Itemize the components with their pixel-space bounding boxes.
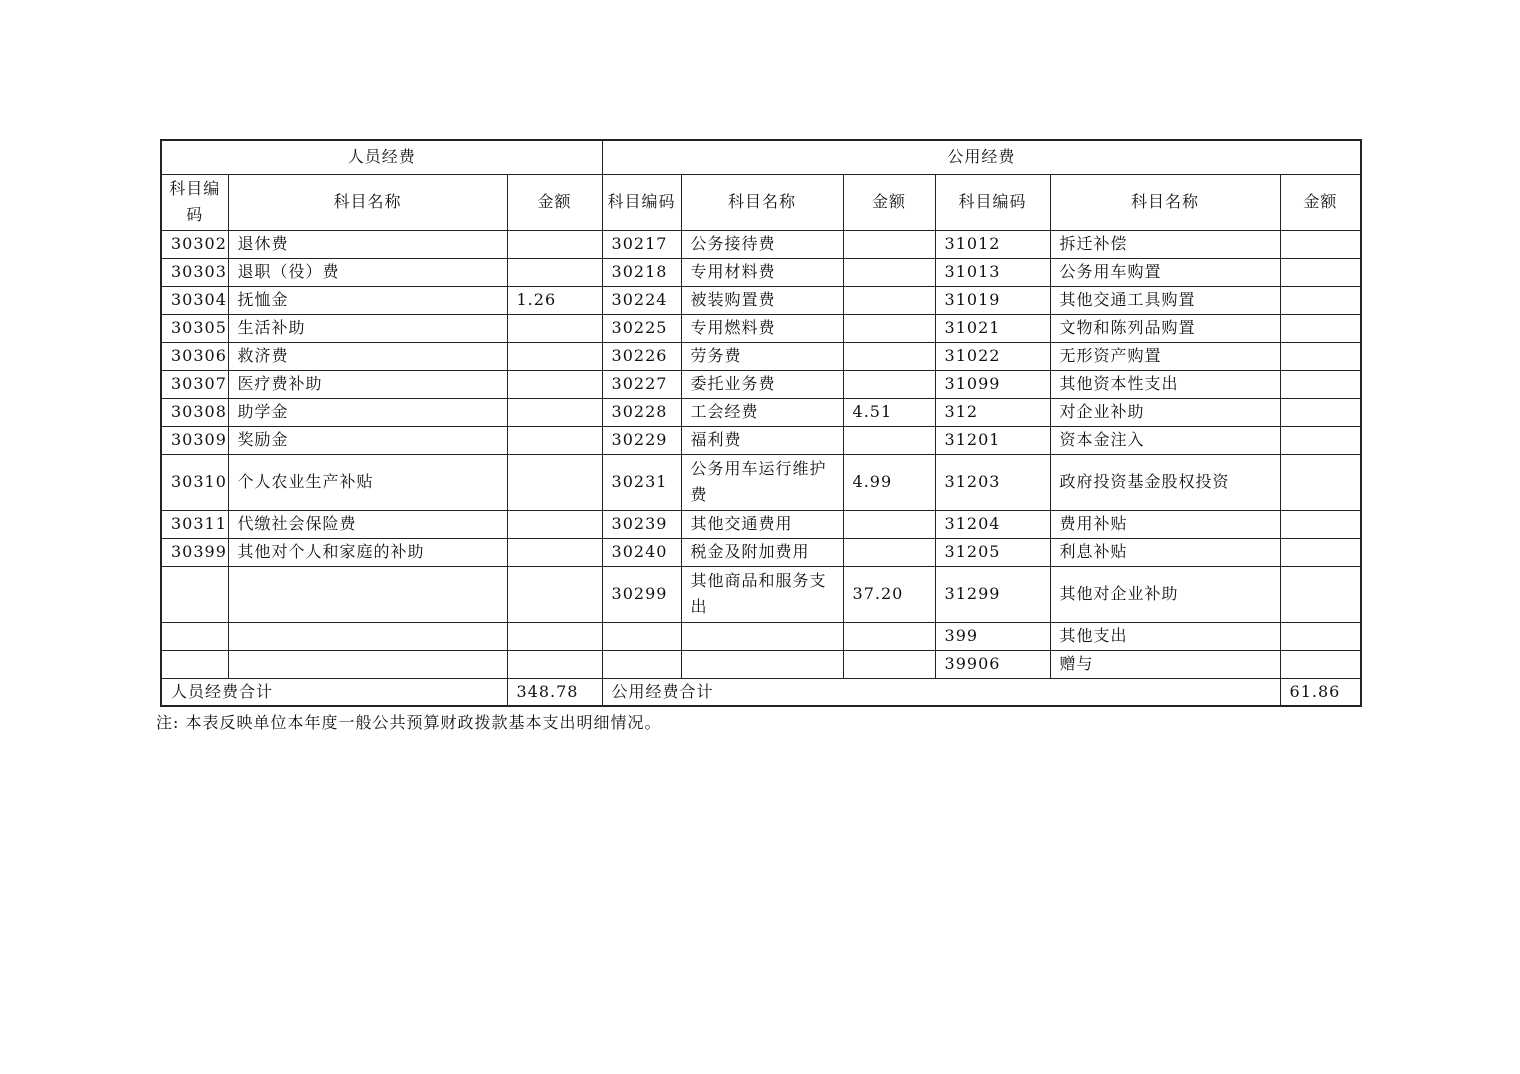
personnel-amount-cell [507, 566, 602, 622]
table-row [161, 258, 1361, 286]
public-code-cell-2: 31201 [935, 426, 1050, 454]
public-amount-cell-1 [843, 426, 935, 454]
public-amount-cell-1 [843, 342, 935, 370]
public-amount-cell-1 [843, 314, 935, 342]
personnel-amount-cell [507, 230, 602, 258]
public-code-cell-2: 399 [935, 622, 1050, 650]
budget-expenditure-table [160, 139, 1362, 707]
public-name-cell-2: 拆迁补偿 [1050, 230, 1280, 258]
public-name-cell-1 [681, 622, 843, 650]
personnel-amount-cell [507, 342, 602, 370]
personnel-name-cell: 抚恤金 [228, 286, 507, 314]
personnel-amount-cell [507, 314, 602, 342]
public-code-cell-2: 31013 [935, 258, 1050, 286]
public-total-value: 61.86 [1280, 678, 1361, 706]
public-code-cell-1 [602, 622, 681, 650]
public-amount-cell-1 [843, 286, 935, 314]
header-amount-personnel: 金额 [507, 174, 602, 230]
personnel-code-cell: 30306 [161, 342, 228, 370]
public-amount-cell-2 [1280, 314, 1361, 342]
personnel-name-cell: 退职（役）费 [228, 258, 507, 286]
personnel-amount-cell [507, 398, 602, 426]
public-code-cell-2: 31021 [935, 314, 1050, 342]
public-amount-cell-2 [1280, 258, 1361, 286]
table-row [161, 230, 1361, 258]
personnel-code-cell: 30399 [161, 538, 228, 566]
public-code-cell-1: 30218 [602, 258, 681, 286]
header-amount-public-2: 金额 [1280, 174, 1361, 230]
public-amount-cell-2 [1280, 286, 1361, 314]
public-amount-cell-1: 4.51 [843, 398, 935, 426]
public-code-cell-1: 30226 [602, 342, 681, 370]
public-code-cell-1: 30239 [602, 510, 681, 538]
public-amount-cell-2 [1280, 370, 1361, 398]
public-code-cell-1: 30224 [602, 286, 681, 314]
personnel-amount-cell [507, 510, 602, 538]
public-code-cell-2: 31204 [935, 510, 1050, 538]
public-name-cell-1: 委托业务费 [681, 370, 843, 398]
personnel-name-cell: 个人农业生产补贴 [228, 454, 507, 510]
table-row [161, 286, 1361, 314]
personnel-code-cell: 30304 [161, 286, 228, 314]
personnel-amount-cell [507, 258, 602, 286]
public-code-cell-2: 312 [935, 398, 1050, 426]
personnel-amount-cell [507, 454, 602, 510]
public-amount-cell-1: 4.99 [843, 454, 935, 510]
public-name-cell-1: 税金及附加费用 [681, 538, 843, 566]
public-code-cell-1: 30229 [602, 426, 681, 454]
personnel-amount-cell [507, 650, 602, 678]
table-row [161, 510, 1361, 538]
public-name-cell-1 [681, 650, 843, 678]
public-code-cell-1: 30231 [602, 454, 681, 510]
personnel-code-cell: 30303 [161, 258, 228, 286]
public-code-cell-1 [602, 650, 681, 678]
table-row [161, 342, 1361, 370]
table-row [161, 454, 1361, 510]
public-amount-cell-2 [1280, 230, 1361, 258]
public-name-cell-2: 对企业补助 [1050, 398, 1280, 426]
public-amount-cell-1 [843, 258, 935, 286]
public-amount-cell-1 [843, 538, 935, 566]
public-code-cell-2: 31299 [935, 566, 1050, 622]
public-code-cell-1: 30228 [602, 398, 681, 426]
public-amount-cell-2 [1280, 454, 1361, 510]
section-header-row [161, 140, 1361, 174]
personnel-name-cell: 代缴社会保险费 [228, 510, 507, 538]
public-name-cell-1: 被装购置费 [681, 286, 843, 314]
public-name-cell-2: 资本金注入 [1050, 426, 1280, 454]
column-header-row [161, 174, 1361, 230]
table-row [161, 314, 1361, 342]
public-name-cell-2: 其他交通工具购置 [1050, 286, 1280, 314]
public-amount-cell-1 [843, 230, 935, 258]
public-name-cell-2: 赠与 [1050, 650, 1280, 678]
table-row [161, 650, 1361, 678]
table-row [161, 566, 1361, 622]
public-name-cell-1: 工会经费 [681, 398, 843, 426]
personnel-code-cell [161, 566, 228, 622]
public-amount-cell-2 [1280, 622, 1361, 650]
personnel-code-cell: 30307 [161, 370, 228, 398]
personnel-code-cell [161, 650, 228, 678]
public-name-cell-2: 费用补贴 [1050, 510, 1280, 538]
header-amount-public-1: 金额 [843, 174, 935, 230]
totals-row [161, 678, 1361, 706]
public-amount-cell-1 [843, 510, 935, 538]
personnel-code-cell [161, 622, 228, 650]
personnel-name-cell [228, 566, 507, 622]
public-code-cell-2: 31205 [935, 538, 1050, 566]
public-name-cell-1: 其他交通费用 [681, 510, 843, 538]
personnel-code-cell: 30311 [161, 510, 228, 538]
personnel-name-cell: 助学金 [228, 398, 507, 426]
personnel-name-cell: 退休费 [228, 230, 507, 258]
public-name-cell-2: 其他资本性支出 [1050, 370, 1280, 398]
personnel-code-cell: 30308 [161, 398, 228, 426]
public-name-cell-1: 公务接待费 [681, 230, 843, 258]
public-name-cell-2: 无形资产购置 [1050, 342, 1280, 370]
personnel-name-cell [228, 622, 507, 650]
public-amount-cell-1 [843, 622, 935, 650]
public-name-cell-1: 劳务费 [681, 342, 843, 370]
table-row [161, 622, 1361, 650]
public-name-cell-1: 公务用车运行维护费 [681, 454, 843, 510]
public-name-cell-2: 公务用车购置 [1050, 258, 1280, 286]
public-name-cell-1: 其他商品和服务支出 [681, 566, 843, 622]
personnel-amount-cell [507, 370, 602, 398]
public-amount-cell-2 [1280, 650, 1361, 678]
public-name-cell-2: 利息补贴 [1050, 538, 1280, 566]
table-row [161, 398, 1361, 426]
personnel-code-cell: 30305 [161, 314, 228, 342]
public-code-cell-1: 30225 [602, 314, 681, 342]
public-name-cell-1: 专用材料费 [681, 258, 843, 286]
public-code-cell-2: 31099 [935, 370, 1050, 398]
personnel-name-cell: 医疗费补助 [228, 370, 507, 398]
table-row [161, 538, 1361, 566]
table-row [161, 370, 1361, 398]
personnel-name-cell [228, 650, 507, 678]
public-amount-cell-2 [1280, 342, 1361, 370]
public-code-cell-2: 31019 [935, 286, 1050, 314]
public-name-cell-2: 其他对企业补助 [1050, 566, 1280, 622]
public-amount-cell-2 [1280, 566, 1361, 622]
personnel-code-cell: 30309 [161, 426, 228, 454]
personnel-name-cell: 生活补助 [228, 314, 507, 342]
public-code-cell-2: 31203 [935, 454, 1050, 510]
table-row [161, 426, 1361, 454]
personnel-name-cell: 奖励金 [228, 426, 507, 454]
public-amount-cell-1 [843, 650, 935, 678]
public-code-cell-2: 31022 [935, 342, 1050, 370]
header-code-public-1: 科目编码 [602, 174, 681, 230]
personnel-total-value: 348.78 [507, 678, 602, 706]
header-name-personnel: 科目名称 [228, 174, 507, 230]
public-section-title: 公用经费 [602, 140, 1361, 174]
personnel-code-cell: 30302 [161, 230, 228, 258]
public-amount-cell-1: 37.20 [843, 566, 935, 622]
table-footnote: 注: 本表反映单位本年度一般公共预算财政拨款基本支出明细情况。 [156, 713, 662, 732]
header-code-public-2: 科目编码 [935, 174, 1050, 230]
personnel-name-cell: 救济费 [228, 342, 507, 370]
header-name-public-2: 科目名称 [1050, 174, 1280, 230]
public-amount-cell-2 [1280, 398, 1361, 426]
public-amount-cell-2 [1280, 510, 1361, 538]
public-name-cell-1: 福利费 [681, 426, 843, 454]
public-amount-cell-2 [1280, 538, 1361, 566]
personnel-amount-cell [507, 622, 602, 650]
public-total-label: 公用经费合计 [602, 678, 1280, 706]
personnel-amount-cell [507, 426, 602, 454]
personnel-amount-cell [507, 538, 602, 566]
header-name-public-1: 科目名称 [681, 174, 843, 230]
personnel-total-label: 人员经费合计 [161, 678, 507, 706]
public-code-cell-2: 39906 [935, 650, 1050, 678]
public-name-cell-1: 专用燃料费 [681, 314, 843, 342]
header-code-personnel: 科目编码 [161, 174, 228, 230]
public-code-cell-1: 30299 [602, 566, 681, 622]
public-code-cell-1: 30217 [602, 230, 681, 258]
public-amount-cell-1 [843, 370, 935, 398]
personnel-name-cell: 其他对个人和家庭的补助 [228, 538, 507, 566]
personnel-amount-cell: 1.26 [507, 286, 602, 314]
public-name-cell-2: 文物和陈列品购置 [1050, 314, 1280, 342]
public-name-cell-2: 其他支出 [1050, 622, 1280, 650]
personnel-code-cell: 30310 [161, 454, 228, 510]
public-name-cell-2: 政府投资基金股权投资 [1050, 454, 1280, 510]
public-code-cell-2: 31012 [935, 230, 1050, 258]
public-code-cell-1: 30227 [602, 370, 681, 398]
personnel-section-title: 人员经费 [161, 140, 602, 174]
public-code-cell-1: 30240 [602, 538, 681, 566]
public-amount-cell-2 [1280, 426, 1361, 454]
